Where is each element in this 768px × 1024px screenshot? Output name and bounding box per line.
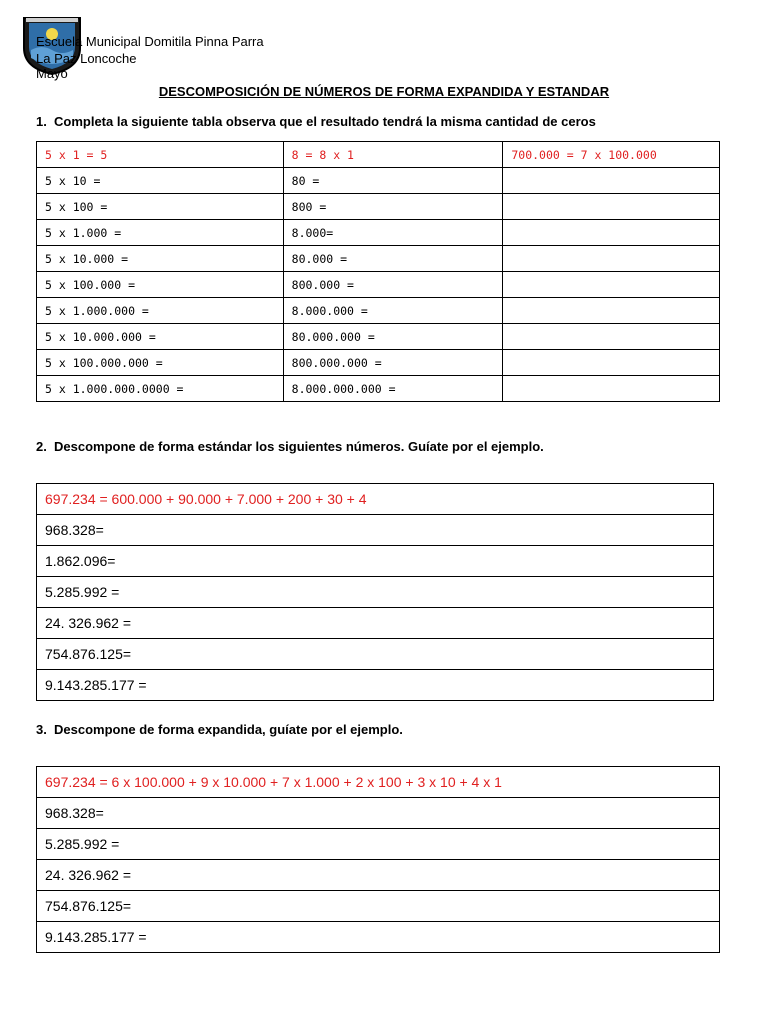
month-label: Mayo bbox=[36, 66, 68, 81]
section-1-text: Completa la siguiente tabla observa que el resultado tendrá la misma cantidad de ceros bbox=[54, 114, 596, 129]
table-row bbox=[37, 798, 720, 829]
table-cell: 8.000= bbox=[283, 220, 503, 246]
number-cell: 968.328= bbox=[37, 515, 714, 546]
table-cell: 5 x 10 = bbox=[37, 168, 284, 194]
section-3-text: Descompone de forma expandida, guíate por el ejemplo. bbox=[54, 722, 403, 737]
table-row bbox=[37, 376, 720, 402]
number-cell: 5.285.992 = bbox=[37, 577, 714, 608]
table-row bbox=[37, 546, 714, 577]
number-cell: 9.143.285.177 = bbox=[37, 922, 720, 953]
table-cell: 800.000.000 = bbox=[283, 350, 503, 376]
table-cell: 800 = bbox=[283, 194, 503, 220]
number-cell: 754.876.125= bbox=[37, 891, 720, 922]
section-2-text: Descompone de forma estándar los siguientes números. Guíate por el ejemplo. bbox=[54, 439, 544, 454]
table-row bbox=[37, 324, 720, 350]
number-cell: 9.143.285.177 = bbox=[37, 670, 714, 701]
answer-cell bbox=[503, 246, 720, 272]
section-3-instruction bbox=[36, 722, 403, 737]
number-cell: 1.862.096= bbox=[37, 546, 714, 577]
answer-cell bbox=[503, 168, 720, 194]
table-cell: 800.000 = bbox=[283, 272, 503, 298]
table-row bbox=[37, 577, 714, 608]
table-row bbox=[37, 220, 720, 246]
number-cell: 968.328= bbox=[37, 798, 720, 829]
table-row bbox=[37, 246, 720, 272]
table-cell: 80.000.000 = bbox=[283, 324, 503, 350]
school-name: Escuela Municipal Domitila Pinna Parra bbox=[36, 34, 264, 49]
number-cell: 754.876.125= bbox=[37, 639, 714, 670]
table-row bbox=[37, 298, 720, 324]
example-cell: 697.234 = 600.000 + 90.000 + 7.000 + 200 + 30 + 4 bbox=[37, 484, 714, 515]
number-cell: 24. 326.962 = bbox=[37, 860, 720, 891]
table-row bbox=[37, 142, 720, 168]
table-cell: 5 x 1.000 = bbox=[37, 220, 284, 246]
table-cell: 5 x 1.000.000 = bbox=[37, 298, 284, 324]
table-cell: 5 x 100.000 = bbox=[37, 272, 284, 298]
table-row bbox=[37, 891, 720, 922]
section-1-number: 1. bbox=[36, 114, 47, 129]
number-cell: 24. 326.962 = bbox=[37, 608, 714, 639]
table-cell: 80.000 = bbox=[283, 246, 503, 272]
table-row bbox=[37, 922, 720, 953]
table-row bbox=[37, 168, 720, 194]
standard-decomposition-table bbox=[36, 483, 714, 701]
answer-cell bbox=[503, 298, 720, 324]
table-cell: 8 = 8 x 1 bbox=[283, 142, 503, 168]
school-location: La Paz Loncoche bbox=[36, 51, 137, 66]
table-cell: 5 x 10.000.000 = bbox=[37, 324, 284, 350]
table-row bbox=[37, 272, 720, 298]
table-row bbox=[37, 639, 714, 670]
table-cell: 8.000.000.000 = bbox=[283, 376, 503, 402]
page-title: DESCOMPOSICIÓN DE NÚMEROS DE FORMA EXPANDIDA Y ESTANDAR bbox=[158, 84, 610, 99]
section-1-instruction bbox=[36, 114, 596, 129]
table-cell: 700.000 = 7 x 100.000 bbox=[503, 142, 720, 168]
answer-cell bbox=[503, 376, 720, 402]
table-cell: 5 x 100 = bbox=[37, 194, 284, 220]
example-row bbox=[37, 484, 714, 515]
section-2-number: 2. bbox=[36, 439, 47, 454]
multiplication-table bbox=[36, 141, 720, 402]
table-cell: 5 x 1 = 5 bbox=[37, 142, 284, 168]
table-cell: 5 x 1.000.000.0000 = bbox=[37, 376, 284, 402]
table-row bbox=[37, 350, 720, 376]
example-cell: 697.234 = 6 x 100.000 + 9 x 10.000 + 7 x 1.000 + 2 x 100 + 3 x 10 + 4 x 1 bbox=[37, 767, 720, 798]
answer-cell bbox=[503, 220, 720, 246]
answer-cell bbox=[503, 350, 720, 376]
table-cell: 5 x 10.000 = bbox=[37, 246, 284, 272]
table-row bbox=[37, 515, 714, 546]
expanded-decomposition-table bbox=[36, 766, 720, 953]
document-header bbox=[0, 0, 768, 90]
answer-cell bbox=[503, 324, 720, 350]
section-3-number: 3. bbox=[36, 722, 47, 737]
table-row bbox=[37, 860, 720, 891]
table-row bbox=[37, 670, 714, 701]
number-cell: 5.285.992 = bbox=[37, 829, 720, 860]
table-row bbox=[37, 829, 720, 860]
table-row bbox=[37, 608, 714, 639]
table-cell: 80 = bbox=[283, 168, 503, 194]
table-row bbox=[37, 194, 720, 220]
answer-cell bbox=[503, 194, 720, 220]
table-cell: 8.000.000 = bbox=[283, 298, 503, 324]
example-row bbox=[37, 767, 720, 798]
table-cell: 5 x 100.000.000 = bbox=[37, 350, 284, 376]
section-2-instruction bbox=[36, 439, 544, 454]
answer-cell bbox=[503, 272, 720, 298]
